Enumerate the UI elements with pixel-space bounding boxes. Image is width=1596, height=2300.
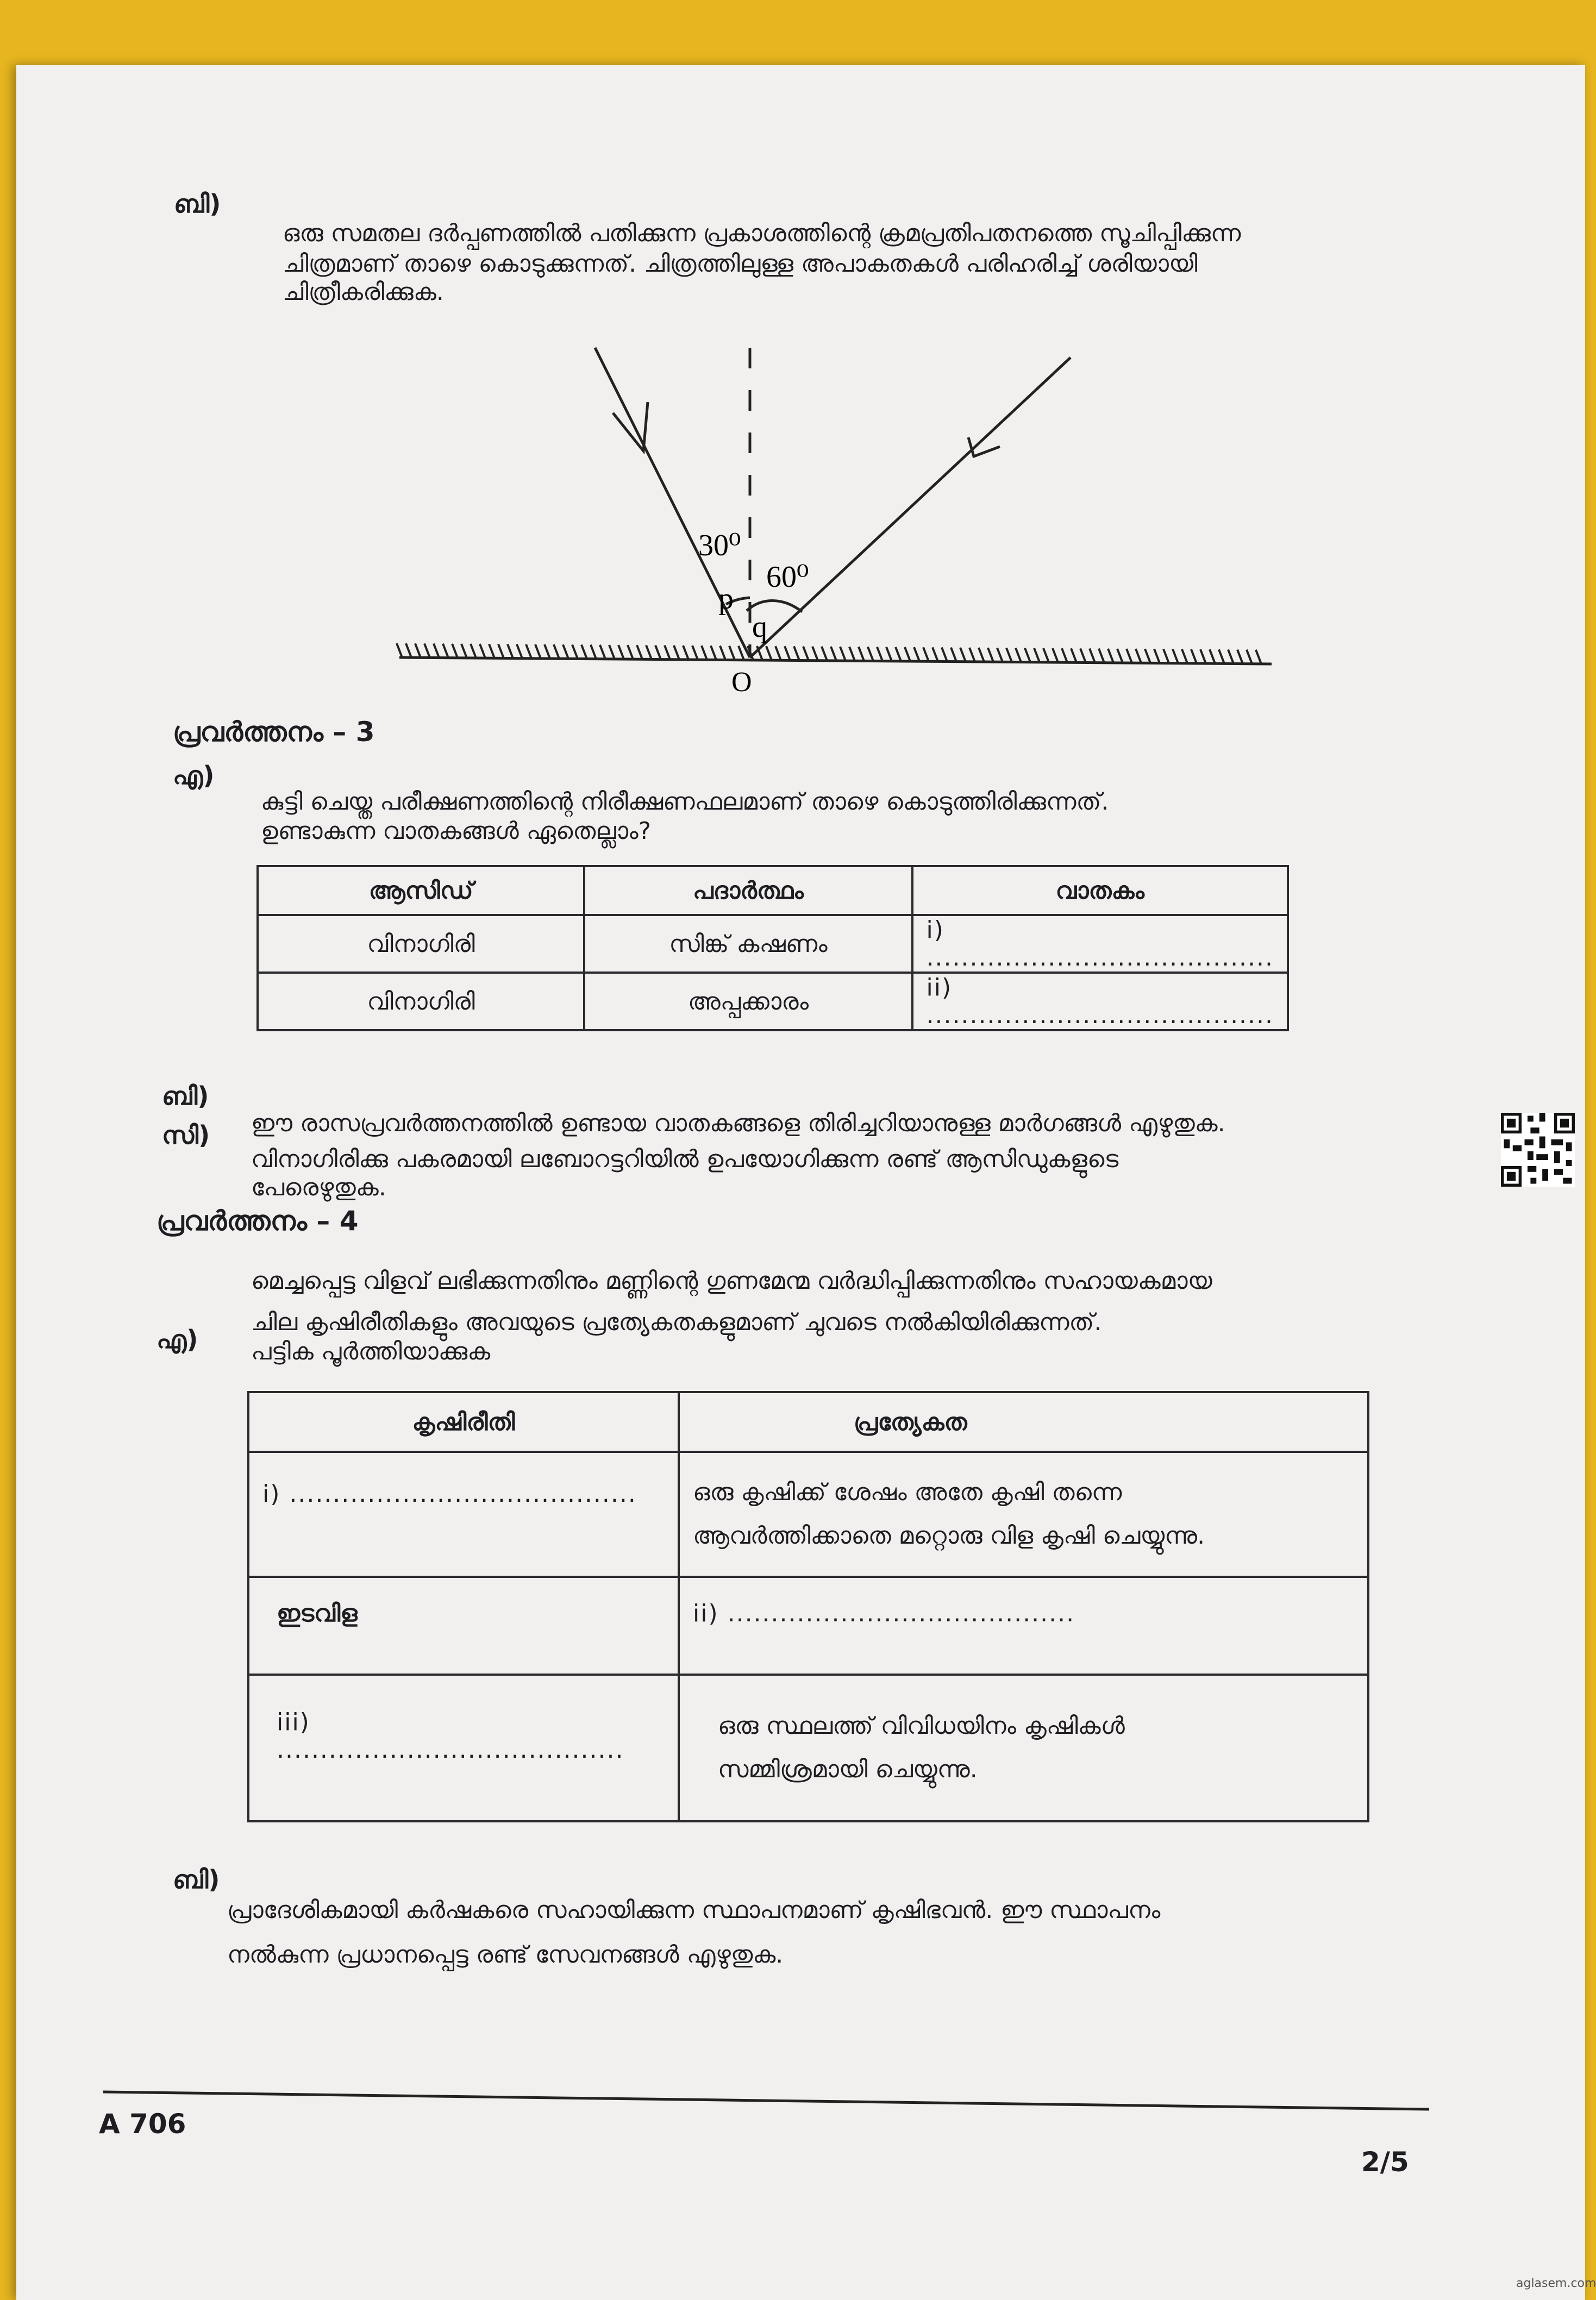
- mirror-hatch: [1173, 649, 1178, 663]
- reflected-ray: [750, 358, 1071, 657]
- mirror-hatch: [766, 646, 772, 660]
- angle-60-label: 60⁰: [766, 560, 809, 594]
- table-header-row: [248, 1392, 1368, 1452]
- mirror-hatch: [905, 647, 910, 661]
- mirror-hatch: [535, 644, 541, 659]
- mirror-hatch: [868, 647, 873, 661]
- table-header: പദാർത്ഥം: [584, 866, 912, 915]
- mirror-hatch: [1237, 650, 1243, 664]
- mirror-hatch: [655, 645, 661, 660]
- mirror-hatch: [960, 648, 966, 662]
- qr-code: [1501, 1113, 1575, 1187]
- mirror-hatch: [517, 644, 522, 659]
- gas-table: [256, 865, 1289, 1031]
- activity4-heading: പ്രവർത്തനം – 4: [157, 1205, 359, 1237]
- activity3-c-label: സി): [162, 1120, 210, 1150]
- answer-blank: ii) ........................................: [679, 1577, 1368, 1675]
- angle-q-label: q: [752, 610, 767, 644]
- mirror-hatch: [554, 644, 559, 659]
- mirror-hatch: [711, 645, 716, 660]
- activity4-b-line2: നൽകുന്ന പ്രധാനപ്പെട്ട രണ്ട് സേവനങ്ങൾ എഴുതുക.: [227, 1941, 784, 1969]
- activity3-a-line1: കുട്ടി ചെയ്ത പരീക്ഷണത്തിന്റെ നിരീക്ഷണഫലമാണ് താഴെ കൊടുത്തിരിക്കുന്നത്.: [261, 788, 1109, 816]
- mirror-hatch: [461, 644, 467, 658]
- table-header-row: [258, 866, 1288, 915]
- q-b1-line1: ഒരു സമതല ദർപ്പണത്തിൽ പതിക്കുന്ന പ്രകാശത്തിന്റെ ക്രമപ്രതിപതനത്തെ സൂചിപ്പിക്കുന്ന: [283, 220, 1241, 247]
- mirror-hatch: [526, 644, 531, 659]
- mirror-hatch: [812, 647, 818, 661]
- mirror-hatch: [997, 648, 1003, 662]
- mirror-hatch: [406, 643, 411, 657]
- point-o-label: O: [731, 667, 752, 698]
- mirror-hatch: [785, 646, 790, 660]
- table-cell-line: ഒരു കൃഷിക്ക് ശേഷം അതേ കൃഷി തന്നെ: [693, 1478, 1122, 1506]
- mirror-hatch: [572, 644, 578, 659]
- mirror-hatch: [1210, 649, 1215, 663]
- mirror-hatch: [979, 648, 984, 662]
- mirror-hatch: [1136, 649, 1141, 663]
- mirror-hatch: [1228, 649, 1234, 663]
- mirror-hatch: [480, 644, 485, 658]
- mirror-hatch: [1025, 648, 1030, 662]
- mirror-hatch: [969, 648, 975, 662]
- activity3-a-line2: ഉണ്ടാകുന്ന വാതകങ്ങൾ ഏതെല്ലാം?: [261, 817, 651, 845]
- table-header: വാതകം: [912, 866, 1288, 915]
- activity3-b-text: ഈ രാസപ്രവർത്തനത്തിൽ ഉണ്ടായ വാതകങ്ങളെ തിരിച്ചറിയാനുള്ള മാർഗങ്ങൾ എഴുതുക.: [251, 1110, 1225, 1137]
- mirror-hatch: [775, 646, 781, 660]
- mirror-hatch: [840, 647, 846, 661]
- table-cell: ഇടവിള: [248, 1577, 679, 1675]
- mirror-hatch: [434, 644, 439, 658]
- table-row: [258, 973, 1288, 1030]
- mirror-hatch: [1191, 649, 1197, 663]
- mirror-hatch: [1080, 648, 1086, 662]
- mirror-hatch: [886, 647, 892, 661]
- exam-code: A 706: [99, 2108, 186, 2140]
- q-b1-label: ബി): [174, 189, 221, 218]
- table-row: [248, 1452, 1368, 1577]
- table-cell: അപ്പക്കാരം: [584, 973, 912, 1030]
- answer-blank: i) ........................................: [912, 915, 1288, 973]
- mirror-hatch: [1016, 648, 1021, 662]
- mirror-hatch: [683, 645, 689, 660]
- table-row: [248, 1577, 1368, 1675]
- watermark: aglasem.com: [1516, 2277, 1596, 2290]
- mirror-hatch: [489, 644, 495, 658]
- activity4-intro-line2: ചില കൃഷിരീതികളും അവയുടെ പ്രത്യേകതകളുമാണ് ചുവടെ നൽകിയിരിക്കുന്നത്.: [251, 1308, 1102, 1336]
- table-row: [258, 915, 1288, 973]
- activity3-c-line1: വിനാഗിരിക്കു പകരമായി ലബോറട്ടറിയിൽ ഉപയോഗിക്കുന്ന രണ്ട് ആസിഡുകളുടെ: [251, 1145, 1119, 1173]
- mirror-hatch: [849, 647, 855, 661]
- mirror-hatch: [452, 644, 458, 658]
- activity3-heading: പ്രവർത്തനം – 3: [173, 716, 375, 748]
- mirror-hatch: [1108, 649, 1113, 663]
- mirror-hatch: [618, 645, 624, 659]
- footer-rule: [0, 2076, 1585, 2119]
- mirror-hatch: [859, 647, 864, 661]
- mirror-hatch: [1071, 648, 1076, 662]
- mirror-hatch: [877, 647, 883, 661]
- answer-blank: i) ........................................: [248, 1452, 679, 1577]
- table-cell-line: സമ്മിശ്രമായി ചെയ്യുന്നു.: [718, 1756, 978, 1783]
- mirror-hatch: [674, 645, 679, 660]
- activity4-b-label: ബി): [173, 1865, 220, 1894]
- mirror-hatch: [1256, 650, 1261, 664]
- mirror-hatch: [1145, 649, 1150, 663]
- mirror-hatch: [720, 645, 725, 660]
- table-row: [248, 1675, 1368, 1821]
- mirror-hatch: [1219, 649, 1224, 663]
- mirror-hatch: [1182, 649, 1187, 663]
- mirror-hatch: [415, 643, 421, 657]
- mirror-hatch: [1062, 648, 1067, 662]
- mirror-hatch: [591, 645, 596, 659]
- activity4-a-label: എ): [157, 1325, 198, 1354]
- answer-blank: iii) ........................................: [248, 1675, 679, 1821]
- mirror-hatch: [1200, 649, 1206, 663]
- mirror-hatch: [1034, 648, 1040, 662]
- mirror-hatch: [831, 647, 836, 661]
- mirror-hatch: [932, 647, 938, 661]
- angle-p-label: p: [718, 582, 734, 616]
- activity4-intro-line1: മെച്ചപ്പെട്ട വിളവ് ലഭിക്കുന്നതിനും മണ്ണിന്റെ ഗുണമേന്മ വർദ്ധിപ്പിക്കുന്നതിനും സഹായകമായ: [251, 1267, 1212, 1295]
- mirror-hatch: [1126, 649, 1132, 663]
- mirror-hatch: [1043, 648, 1049, 662]
- table-header: ആസിഡ്: [258, 866, 584, 915]
- farming-table: [247, 1391, 1369, 1822]
- mirror-hatch: [1117, 649, 1123, 663]
- mirror-hatch: [896, 647, 901, 661]
- answer-blank: ii) ........................................: [912, 973, 1288, 1030]
- page-number: 2/5: [1361, 2146, 1409, 2178]
- mirror-hatch: [600, 645, 605, 659]
- mirror-hatch: [942, 648, 947, 662]
- mirror-hatch: [1099, 649, 1104, 663]
- table-cell: വിനാഗിരി: [258, 973, 584, 1030]
- mirror-hatch: [1053, 648, 1058, 662]
- mirror-hatch: [1163, 649, 1169, 663]
- mirror-hatch: [646, 645, 652, 659]
- q-b1-line2: ചിത്രമാണ് താഴെ കൊടുക്കുന്നത്. ചിത്രത്തിലുള്ള അപാകതകൾ പരിഹരിച്ച് ശരിയായി: [283, 250, 1198, 278]
- mirror-hatch: [637, 645, 642, 659]
- mirror-hatch: [443, 644, 448, 658]
- activity3-c-line2: പേരെഴുതുക.: [251, 1174, 386, 1201]
- table-cell: വിനാഗിരി: [258, 915, 584, 973]
- mirror-hatch: [498, 644, 504, 658]
- mirror-hatch: [1154, 649, 1160, 663]
- mirror-hatch: [1006, 648, 1012, 662]
- mirror-hatch: [424, 643, 430, 657]
- mirror-hatch: [729, 646, 735, 660]
- table-header: പ്രത്യേകത: [679, 1392, 1368, 1452]
- mirror-hatch: [581, 645, 587, 659]
- mirror-hatch: [544, 644, 550, 659]
- mirror-hatch: [471, 644, 476, 658]
- mirror-hatch: [794, 647, 799, 661]
- mirror-hatch: [1090, 649, 1095, 663]
- mirror-hatch: [988, 648, 993, 662]
- activity3-b-label: ബി): [162, 1081, 209, 1111]
- table-cell-line: ആവർത്തിക്കാതെ മറ്റൊരു വിള കൃഷി ചെയ്യുന്നു.: [693, 1522, 1205, 1550]
- mirror-hatch: [803, 647, 809, 661]
- mirror-hatch: [609, 645, 615, 659]
- table-cell: സിങ്ക് കഷണം: [584, 915, 912, 973]
- mirror-hatch: [665, 645, 670, 660]
- q-b1-line3: ചിത്രീകരിക്കുക.: [283, 278, 444, 306]
- mirror-hatch: [1247, 650, 1252, 664]
- mirror-hatch: [914, 647, 919, 661]
- table-header: കൃഷിരീതി: [248, 1392, 679, 1452]
- activity3-a-label: എ): [173, 761, 215, 790]
- table-cell-line: ഒരു സ്ഥലത്ത് വിവിധയിനം കൃഷികൾ: [718, 1712, 1125, 1740]
- activity4-a-text: പട്ടിക പൂർത്തിയാക്കുക: [251, 1338, 491, 1365]
- mirror-hatch: [923, 647, 929, 661]
- mirror-hatch: [628, 645, 633, 659]
- mirror-hatch: [508, 644, 513, 659]
- activity4-b-line1: പ്രാദേശികമായി കർഷകരെ സഹായിക്കുന്ന സ്ഥാപനമാണ് കൃഷിഭവൻ. ഈ സ്ഥാപനം: [227, 1896, 1161, 1924]
- angle-30-label: 30⁰: [698, 529, 741, 562]
- mirror-hatch: [692, 645, 698, 660]
- mirror-hatch: [397, 643, 402, 657]
- mirror-hatch: [822, 647, 827, 661]
- mirror-hatch: [702, 645, 707, 660]
- mirror-hatch: [738, 646, 744, 660]
- mirror-diagram: [0, 0, 1585, 734]
- mirror-hatch: [563, 644, 568, 659]
- mirror-hatch: [951, 648, 956, 662]
